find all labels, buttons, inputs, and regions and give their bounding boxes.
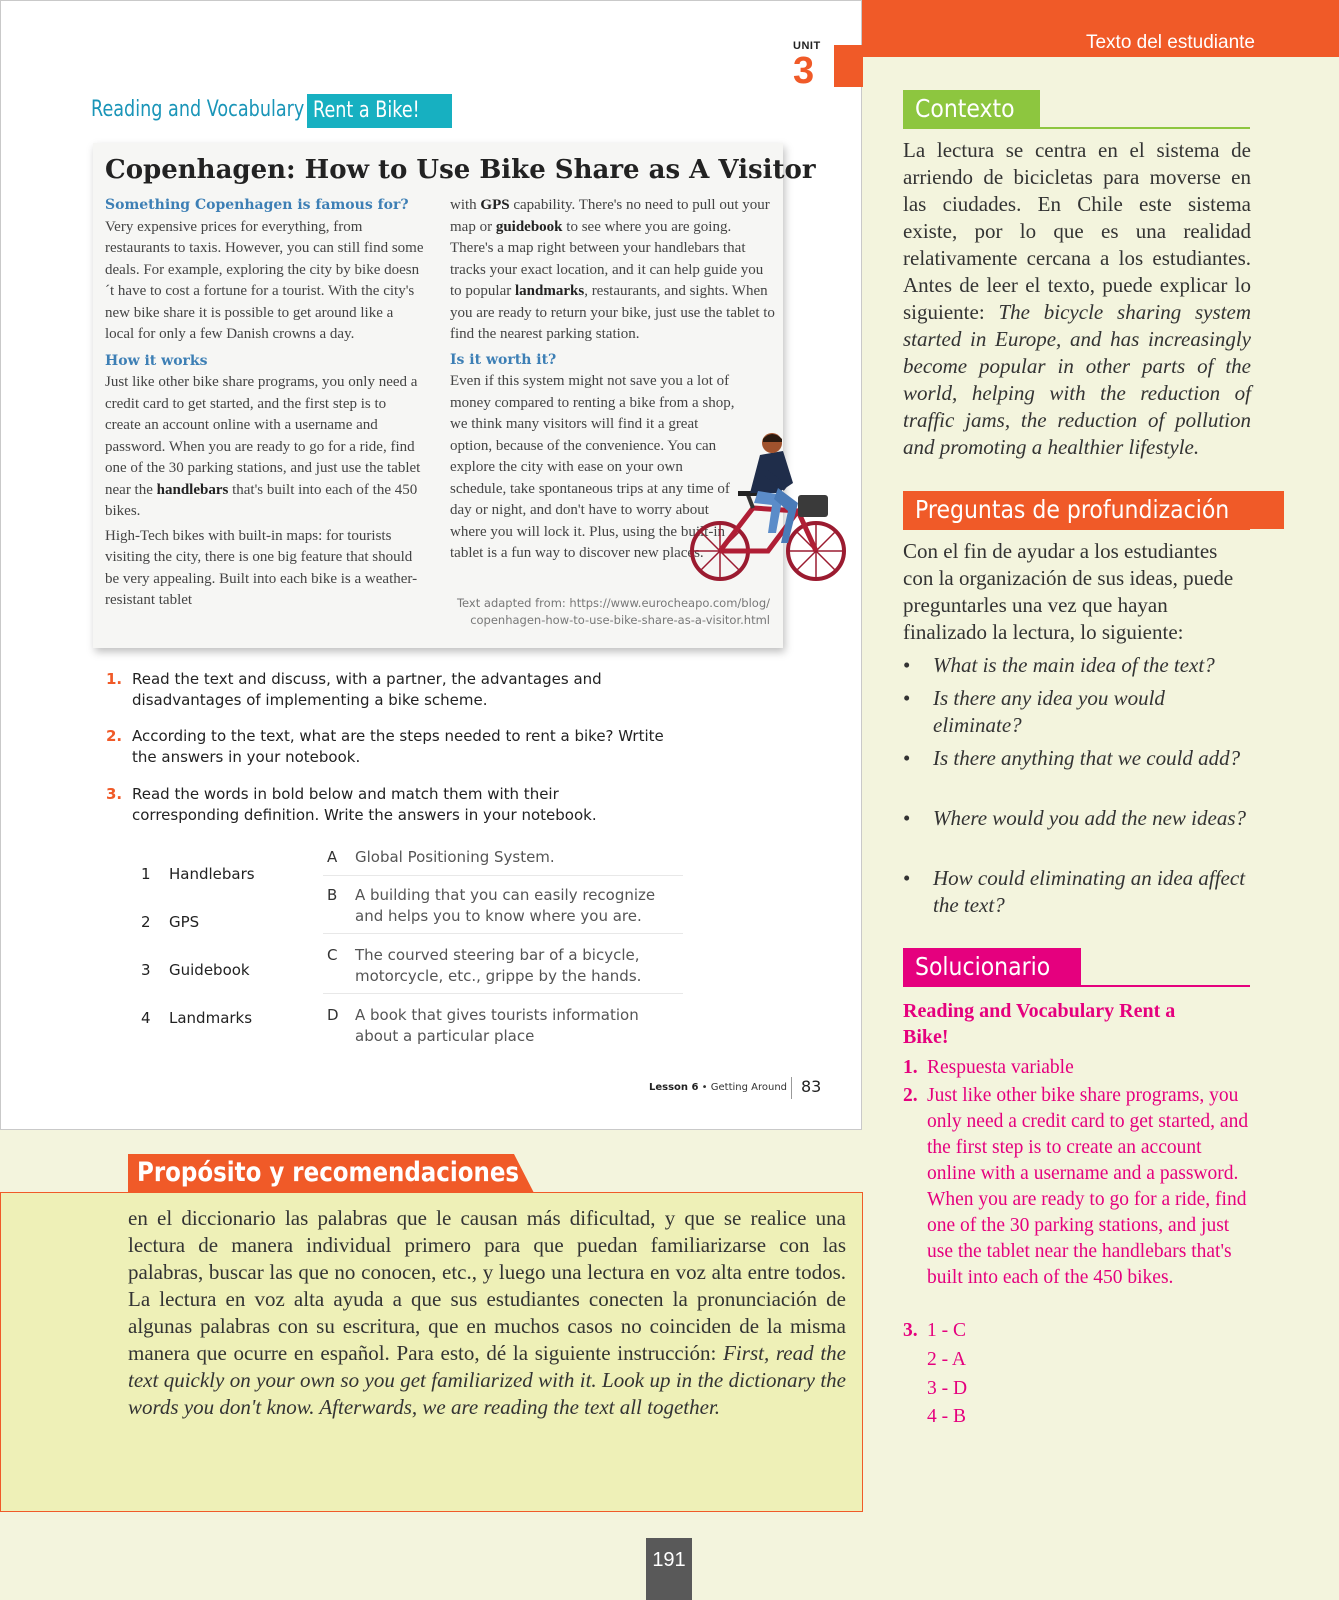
article-subheading: How it works (105, 352, 208, 369)
preguntas-bullet: • Is there any idea you would eliminate? (903, 686, 1165, 737)
article-column-left (105, 195, 425, 612)
solucionario-extra: 3 - D (927, 1378, 968, 1399)
question-2: 2. According to the text, what are the steps needed to rent a bike? Wrtite the answers in your notebook. (106, 727, 664, 766)
unit-number: 3 (793, 50, 815, 92)
cyclist-illustration (688, 433, 858, 593)
preguntas-bullet: • Where would you add the new ideas? (903, 806, 1247, 830)
solucionario-rule (903, 985, 1250, 987)
bold-word: guidebook (495, 218, 563, 235)
match-definition: B A building that you can easily recognize and helps you to know where you are. (323, 885, 683, 934)
preguntas-intro: Con el fin de ayudar a los estudiantes con la organización de sus ideas, puede preguntarles una vez que hayan finalizado la lectura, lo siguiente: (903, 539, 1234, 644)
solucionario-extra: 4 - B (927, 1406, 966, 1427)
match-word: 2 GPS (141, 913, 200, 931)
article-paragraph: Very expensive prices for everything, from restaurants to taxis. However, you can still find some deals. For example, exploring the city by bike doesn´t have to cost a fortune for a tourist. With the city's new bike share it is possible to get around like a local for only a few Danish crowns a day. (105, 218, 424, 342)
banner-label: Texto del estudiante (1085, 32, 1255, 53)
article-card (93, 143, 816, 648)
match-definition: A Global Positioning System. (323, 847, 683, 876)
student-textbook-page (0, 0, 862, 1130)
preguntas-bullet: • What is the main idea of the text? (903, 653, 1215, 677)
solucionario-heading: Solucionario (903, 948, 1081, 986)
preguntas-heading: Preguntas de profundización (903, 491, 1284, 529)
solucionario-item: 2. Just like other bike share programs, you only need a credit card to get started, and the first step is to create an account online with a username and a password. When you are ready to go for a ride, find one of the 30 parking stations, and just use the tablet near the handlebars that's built into each of the 450 bikes. (903, 1085, 1249, 1288)
bold-word: handlebars (156, 481, 229, 498)
section-badge (307, 94, 452, 128)
contexto-rule (903, 127, 1250, 129)
unit-label: UNIT (793, 40, 821, 52)
top-banner (862, 0, 1339, 57)
match-word: 1 Handlebars (141, 865, 255, 883)
article-subheading: Is it worth it? (450, 351, 557, 368)
article-paragraph: Just like other bike share programs, you only need a credit card to get started, and the first step is to create an account online with a username and password. When you are ready to go for a ride, find one of the 30 parking stations, and just use the tablet near the handlebars that's built into each of the 450 bikes. (105, 374, 421, 519)
question-3: 3. Read the words in bold below and match them with their corresponding definition. Write the answers in your notebook. (106, 785, 597, 824)
student-page-number: 83 (801, 1077, 822, 1096)
article-title: Copenhagen: How to Use Bike Share as A Visitor (105, 155, 816, 185)
bold-word: GPS (480, 197, 510, 213)
article-paragraph: High-Tech bikes with built-in maps: for tourists visiting the city, there is one big feature that should be very appealing. Built into each bike is a weather-resistant tablet (105, 527, 418, 608)
solucionario-item: 3. 1 - C (903, 1320, 966, 1341)
match-definition: C The courved steering bar of a bicycle, motorcycle, etc., grippe by the hands. (323, 945, 683, 994)
solucionario-item: 1. Respuesta variable (903, 1057, 1074, 1078)
contexto-text: La lectura se centra en el sistema de arriendo de bicicletas para moverse en las ciudades. En Chile este sistema existe, por lo que es una realidad relativamente cercana a los estudiantes. Antes de leer el texto, puede explicar lo siguiente: The bicycle sharing system started in Europe, and has increasingly become popular in other parts of the world, helping with the reduction of traffic jams, the reduction of pollution and promoting a healthier lifestyle. (903, 138, 1252, 459)
lesson-footer: Lesson 6 • Getting Around (649, 1082, 788, 1093)
page-number: 191 (646, 1538, 692, 1600)
match-word: 3 Guidebook (141, 961, 250, 979)
question-1: 1. Read the text and discuss, with a partner, the advantages and disadvantages of implementing a bike scheme. (106, 670, 602, 709)
proposito-heading: Propósito y recomendaciones (137, 1157, 520, 1188)
article-paragraph: with GPS capability. There's no need to pull out your map or guidebook to see where you are going. There's a map right between your handlebars that tracks your exact location, and it can help guide you to popular landmarks, restaurants, and sights. When you are ready to return your bike, just use the tablet to find the nearest parking station. (450, 197, 775, 342)
preguntas-rule (903, 528, 1250, 530)
footer-divider (791, 1077, 792, 1099)
match-definition: D A book that gives tourists information about a particular place (327, 1006, 639, 1045)
contexto-heading: Contexto (903, 90, 1040, 128)
preguntas-bullet: • How could eliminating an idea affect the text? (903, 866, 1246, 917)
article-subheading: Something Copenhagen is famous for? (105, 197, 409, 213)
solucionario-title: Reading and Vocabulary Rent a Bike! (903, 1000, 1176, 1048)
section-title: Reading and Vocabulary (91, 97, 305, 122)
source-citation: Text adapted from: https://www.eurocheapo.com/blog/ copenhagen-how-to-use-bike-share-as-a-visitor.html (456, 596, 770, 627)
proposito-text: en el diccionario las palabras que le causan más dificultad, y que se realice una lectura de manera individual primero para que puedan familiarizarse con las palabras, buscar las que no conocen, etc., y luego una lectura en voz alta entre todos. La lectura en voz alta ayuda a que sus estudiantes conecten la pronunciación de algunas palabras con su escritura, que en muchos casos no coinciden de la misma manera que ocurre en español. Para esto, dé la siguiente instrucción: First, read the text quickly on your own so you get familiarized with it. Look up in the dictionary the words you don't know. Afterwards, we are reading the text all together. (128, 1206, 846, 1419)
article-paragraph: Even if this system might not save you a lot of money compared to renting a bike from a shop, we think many visitors will find it a great option, because of the convenience. You can explore the city with ease on your own schedule, take spontaneous trips at any time of day or night, and don't have to worry about where you will lock it. Plus, using the built-in tablet is a fun way to discover new places. (450, 373, 735, 561)
match-word: 4 Landmarks (141, 1009, 253, 1027)
bold-word: landmarks (515, 283, 585, 299)
unit-tab-marker (834, 45, 863, 87)
section-badge-text: Rent a Bike! (313, 98, 420, 123)
solucionario-extra: 2 - A (927, 1349, 966, 1370)
preguntas-bullet: • Is there anything that we could add? (903, 746, 1241, 770)
